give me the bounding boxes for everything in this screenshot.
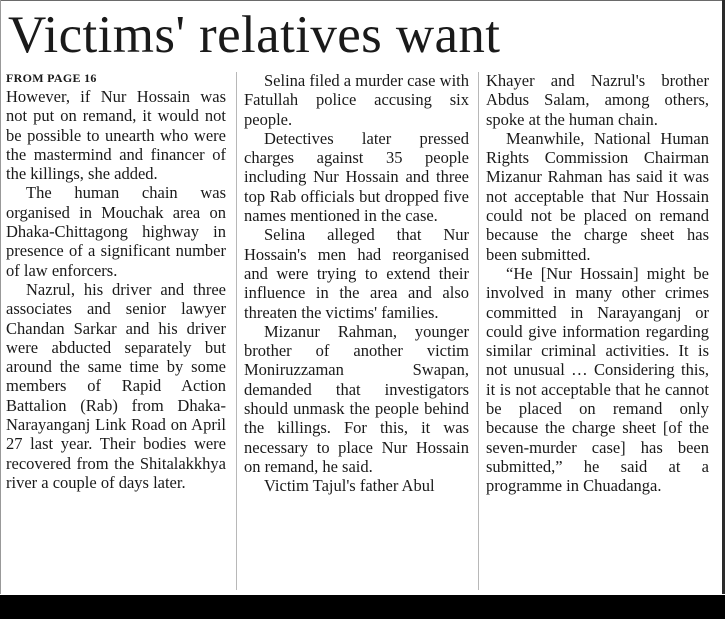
paragraph: Selina alleged that Nur Hossain's men had reorganised and were trying to extend their influence in the area and also threaten the victims' families. — [244, 225, 469, 322]
paragraph: Khayer and Nazrul's brother Abdus Salam, among others, spoke at the human chain. — [486, 71, 709, 129]
bottom-black-band — [0, 595, 725, 619]
left-border-rule — [0, 0, 1, 594]
continuation-dateline: FROM PAGE 16 — [6, 71, 97, 85]
paragraph: Meanwhile, National Human Rights Commission Chairman Mizanur Rahman has said it was not acceptable that Nur Hossain could not be placed on remand because the charge sheet has been submitted. — [486, 128, 709, 264]
paragraph: “He [Nur Hossain] might be involved in many other crimes committed in Narayanganj or could give information regarding similar criminal activities. It is not unusual … Considering this, it is not acceptable that he cannot be placed on remand only because the charge sheet [of the seven-murder case] has been submitted,” he said at a programme in Chuadanga. — [486, 263, 709, 496]
article-column-1 — [6, 71, 226, 492]
paragraph: Selina filed a murder case with Fatullah police accusing six people. — [244, 71, 469, 129]
article-headline: Victims' relatives want — [8, 6, 501, 64]
paragraph: Mizanur Rahman, younger brother of another victim Moniruzzaman Swapan, demanded that investigators should unmask the people behind the killings. For this, it was necessary to place Nur Hossain on remand, he said. — [244, 321, 469, 476]
column-divider — [236, 72, 237, 590]
paragraph: Victim Tajul's father Abul — [264, 476, 435, 496]
article-column-3 — [486, 71, 709, 496]
paragraph: The human chain was organised in Mouchak area on Dhaka-Chittagong highway in presence of a significant number of law enforcers. — [6, 183, 226, 280]
column-divider — [478, 72, 479, 590]
top-border-rule — [0, 0, 725, 1]
paragraph: Nazrul, his driver and three associates and senior lawyer Chandan Sarkar and his driver were abducted separately but around the same time by some members of Rapid Action Battalion (Rab) from Dhaka-Narayanganj Link Road on April 27 last year. Their bodies were recovered from the Shitalakkhya river a couple of days later. — [6, 279, 226, 492]
paragraph: Detectives later pressed charges against 35 people including Nur Hossain and three top Rab officials but dropped five names mentioned in the case. — [244, 128, 469, 226]
paragraph: However, if Nur Hossain was not put on remand, it would not be possible to unearth who were the mastermind and financer of the killings, she added. — [6, 87, 226, 184]
article-column-2 — [244, 71, 469, 496]
